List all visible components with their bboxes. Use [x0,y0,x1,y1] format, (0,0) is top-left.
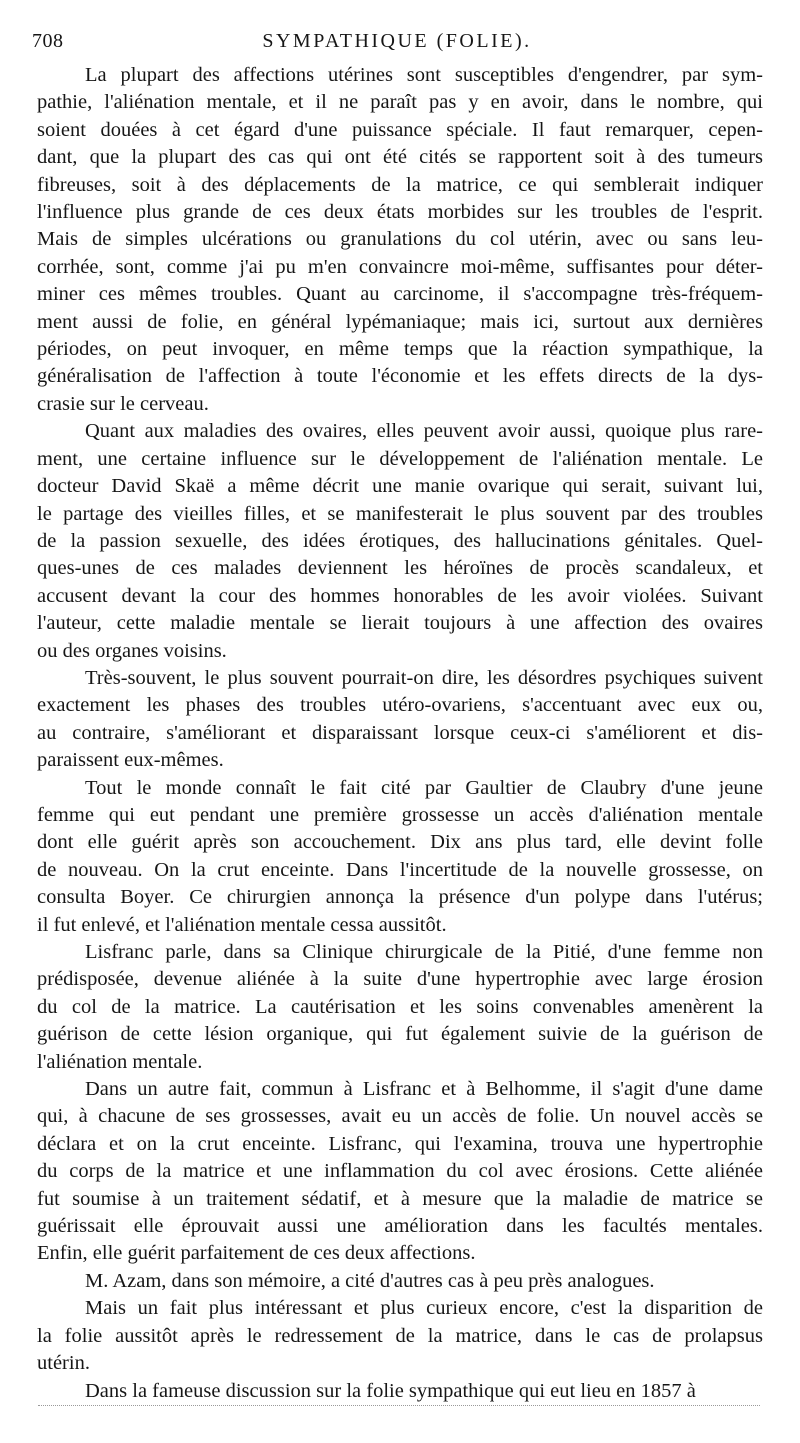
text-line: Quant aux maladies des ovaires, elles peuvent avoir aussi, quoique plus rare- [85,420,763,443]
text-line: M. Azam, dans son mémoire, a cité d'autres cas à peu près analogues. [85,1269,655,1292]
text-line: exactement les phases des troubles utéro-ovariens, s'accentuant avec eux ou, [37,694,763,717]
paragraph [37,418,763,665]
text-line: fibreuses, soit à des déplacements de la matrice, ce qui semblerait indiquer [37,173,763,196]
text-line: fut soumise à un traitement sédatif, et à mesure que la maladie de matrice se [37,1187,763,1210]
paragraph [37,939,763,1076]
text-line: consulta Boyer. Ce chirurgien annonça la présence d'un polype dans l'utérus; [37,886,763,909]
text-line: La plupart des affections utérines sont susceptibles d'engendrer, par sym- [85,64,763,86]
text-line: l'influence plus grande de ces deux états morbides sur les troubles de l'esprit. [37,201,763,224]
text-line: ment, une certaine influence sur le développement de l'aliénation mentale. Le [37,447,763,470]
text-line: miner ces mêmes troubles. Quant au carcinome, il s'accompagne très-fréquem- [37,283,763,306]
text-line: périodes, on peut invoquer, en même temps que la réaction sympathique, la [37,338,763,361]
bottom-rule [38,1405,760,1406]
page-number: 708 [32,30,64,52]
body-text [37,62,763,1405]
text-line: l'aliénation mentale. [37,1050,203,1073]
text-line: Dans la fameuse discussion sur la folie sympathique qui eut lieu en 1857 à [85,1379,696,1402]
text-line: Mais de simples ulcérations ou granulations du col utérin, avec ou sans leu- [37,228,763,251]
text-line: du col de la matrice. La cautérisation et les soins convenables amenèrent la [37,995,763,1018]
text-line: crasie sur le cerveau. [37,392,209,415]
text-line: du corps de la matrice et une inflammation du col avec érosions. Cette aliénée [37,1160,763,1183]
text-line: le partage des vieilles filles, et se manifesterait le plus souvent par des troubles [37,502,763,525]
text-line: l'auteur, cette maladie mentale se lierait toujours à une affection des ovaires [37,612,763,635]
paragraph [37,1295,763,1377]
paragraph [37,1076,763,1268]
text-line: ques-unes de ces malades deviennent les héroïnes de procès scandaleux, et [37,557,763,580]
text-line: paraissent eux-mêmes. [37,749,224,772]
text-line: de nouveau. On la crut enceinte. Dans l'incertitude de la nouvelle grossesse, on [37,858,763,881]
text-line: généralisation de l'affection à toute l'économie et les effets directs de la dys- [37,365,763,388]
text-line: de la passion sexuelle, des idées érotiques, des hallucinations génitales. Quel- [37,529,763,552]
text-line: au contraire, s'améliorant et disparaissant lorsque ceux-ci s'améliorent et dis- [37,721,763,744]
text-line: corrhée, sont, comme j'ai pu m'en convaincre moi-même, suffisantes pour déter- [37,255,763,278]
text-line: femme qui eut pendant une première grossesse un accès d'aliénation mentale [37,803,763,826]
paragraph [37,62,763,418]
text-line: guérissait elle éprouvait aussi une amélioration dans les facultés mentales. [37,1215,763,1238]
text-line: accusent devant la cour des hommes honorables de les avoir violées. Suivant [37,584,763,607]
text-line: déclara et on la crut enceinte. Lisfranc, qui l'examina, trouva une hypertrophie [37,1132,763,1155]
text-line: ment aussi de folie, en général lypémaniaque; mais ici, surtout aux dernières [37,310,763,333]
text-line: Tout le monde connaît le fait cité par Gaultier de Claubry d'une jeune [85,776,763,799]
running-header [32,30,762,58]
text-line: soient douées à cet égard d'une puissance spéciale. Il faut remarquer, cepen- [37,118,763,141]
paragraph [37,1268,763,1295]
text-line: dont elle guérit après son accouchement. Dix ans plus tard, elle devint folle [37,831,763,854]
text-line: guérison de cette lésion organique, qui fut également suivie de la guérison de [37,1023,763,1046]
text-line: docteur David Skaë a même décrit une manie ovarique qui serait, suivant lui, [37,475,763,498]
text-line: utérin. [37,1352,90,1375]
text-line: ou des organes voisins. [37,639,227,662]
text-line: la folie aussitôt après le redressement de la matrice, dans le cas de prolapsus [37,1324,763,1347]
text-line: Enfin, elle guérit parfaitement de ces deux affections. [37,1242,476,1265]
text-line: il fut enlevé, et l'aliénation mentale cessa aussitôt. [37,913,447,936]
text-line: pathie, l'aliénation mentale, et il ne paraît pas y en avoir, dans le nombre, qui [37,91,763,114]
paragraph [37,665,763,775]
text-line: prédisposée, devenue aliénée à la suite d'une hypertrophie avec large érosion [37,968,763,991]
text-line: Mais un fait plus intéressant et plus curieux encore, c'est la disparition de [85,1297,763,1320]
paragraph [37,775,763,939]
paragraph [37,1378,763,1405]
text-line: Dans un autre fait, commun à Lisfranc et à Belhomme, il s'agit d'une dame [85,1078,763,1101]
text-line: dant, que la plupart des cas qui ont été cités se rapportent soit à des tumeurs [37,146,763,169]
text-line: Très-souvent, le plus souvent pourrait-on dire, les désordres psychiques suivent [85,666,763,689]
text-line: Lisfranc parle, dans sa Clinique chirurgicale de la Pitié, d'une femme non [85,941,763,963]
running-title: SYMPATHIQUE (FOLIE). [262,30,532,52]
text-line: qui, à chacune de ses grossesses, avait eu un accès de folie. Un nouvel accès se [37,1105,763,1128]
